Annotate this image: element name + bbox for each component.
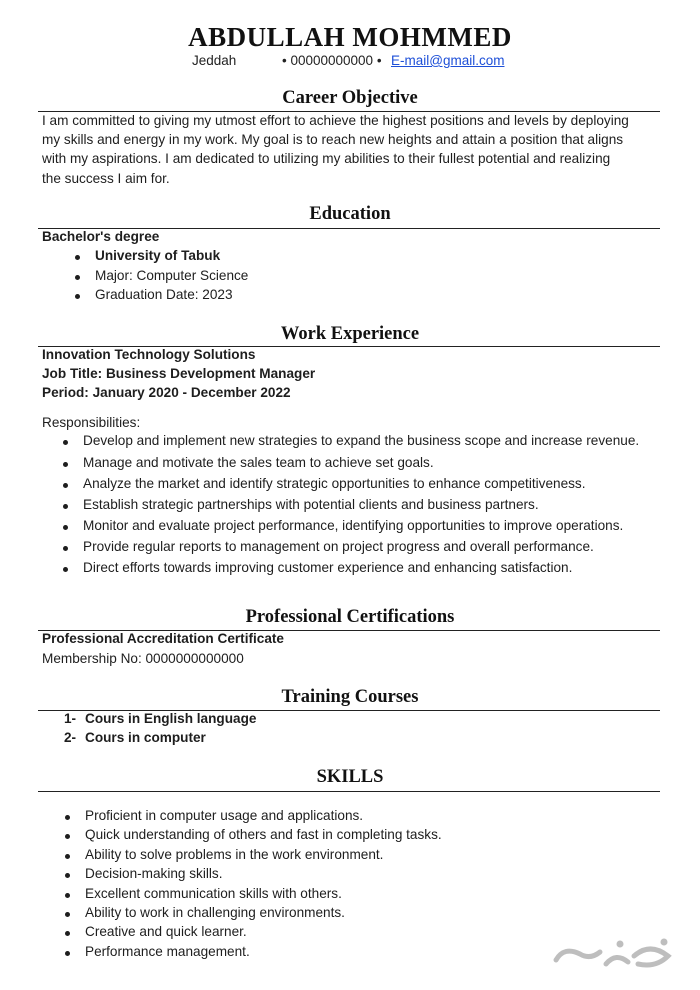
- responsibility-item: Direct efforts towards improving customer experience and enhancing satisfaction.: [83, 560, 572, 575]
- education-degree: Bachelor's degree: [42, 229, 160, 244]
- bullet-icon: [75, 255, 80, 260]
- education-item: Graduation Date: 2023: [95, 287, 233, 302]
- responsibility-item: Monitor and evaluate project performance, identifying opportunities to improve operations.: [83, 518, 623, 533]
- work-period: Period: January 2020 - December 2022: [42, 385, 291, 400]
- bullet-icon: [65, 951, 70, 956]
- bullet-icon: [63, 567, 68, 572]
- section-title-certifications: Professional Certifications: [245, 607, 455, 627]
- education-item: University of Tabuk: [95, 248, 220, 263]
- bullet-icon: [65, 815, 70, 820]
- certification-name: Professional Accreditation Certificate: [42, 631, 284, 646]
- training-item: Cours in English language: [85, 711, 257, 726]
- responsibility-item: Provide regular reports to management on project progress and overall performance.: [83, 539, 594, 554]
- responsibilities-label: Responsibilities:: [42, 415, 141, 430]
- work-company: Innovation Technology Solutions: [42, 347, 256, 362]
- bullet-icon: [75, 294, 80, 299]
- career-objective-text: [42, 111, 662, 188]
- bullet-icon: [63, 525, 68, 530]
- skill-item: Ability to solve problems in the work environment.: [85, 847, 383, 862]
- responsibility-item: Establish strategic partnerships with potential clients and business partners.: [83, 497, 539, 512]
- skill-item: Performance management.: [85, 944, 250, 959]
- training-item: Cours in computer: [85, 730, 206, 745]
- objective-line: my skills and energy in my work. My goal is to reach new heights and attain a position that aligns: [42, 132, 624, 148]
- skill-item: Ability to work in challenging environments.: [85, 905, 345, 920]
- bullet-icon: [65, 834, 70, 839]
- bullet-icon: [65, 931, 70, 936]
- objective-line: the success I aim for.: [42, 170, 170, 186]
- skill-item: Creative and quick learner.: [85, 924, 247, 939]
- section-divider: [38, 791, 660, 792]
- section-title-career-objective: Career Objective: [282, 88, 418, 108]
- bullet-icon: [63, 546, 68, 551]
- training-item-number: 2-: [64, 730, 77, 745]
- bullet-icon: [75, 275, 80, 280]
- bullet-icon: [63, 462, 68, 467]
- section-title-work-experience: Work Experience: [280, 324, 420, 344]
- contact-phone: • 00000000000 •: [282, 53, 382, 68]
- bullet-icon: [65, 912, 70, 917]
- responsibility-item: Analyze the market and identify strategic opportunities to enhance competitiveness.: [83, 476, 586, 491]
- responsibility-item: Manage and motivate the sales team to achieve set goals.: [83, 455, 434, 470]
- objective-line: with my aspirations. I am dedicated to utilizing my abilities to their fullest potential and realizing: [42, 151, 611, 167]
- skill-item: Proficient in computer usage and applications.: [85, 808, 363, 823]
- education-item: Major: Computer Science: [95, 268, 248, 283]
- skill-item: Excellent communication skills with others.: [85, 886, 342, 901]
- skill-item: Decision-making skills.: [85, 866, 222, 881]
- bullet-icon: [65, 854, 70, 859]
- skill-item: Quick understanding of others and fast in completing tasks.: [85, 827, 442, 842]
- certification-membership: Membership No: 0000000000000: [42, 651, 244, 666]
- training-item-number: 1-: [64, 711, 77, 726]
- contact-city: Jeddah: [192, 53, 237, 68]
- bullet-icon: [63, 440, 68, 445]
- work-job-title: Job Title: Business Development Manager: [42, 366, 316, 381]
- section-title-education: Education: [309, 204, 391, 224]
- responsibility-item: Develop and implement new strategies to expand the business scope and increase revenue.: [83, 433, 639, 448]
- section-title-training: Training Courses: [281, 687, 419, 707]
- objective-line: I am committed to giving my utmost effort to achieve the highest positions and levels by deploying: [42, 113, 629, 128]
- bullet-icon: [63, 504, 68, 509]
- section-title-skills: SKILLS: [316, 767, 384, 787]
- bullet-icon: [65, 893, 70, 898]
- contact-email-link[interactable]: E-mail@gmail.com: [391, 53, 505, 68]
- bullet-icon: [63, 483, 68, 488]
- bullet-icon: [65, 873, 70, 878]
- haraj-logo-icon: [546, 934, 686, 976]
- candidate-name: ABDULLAH MOHMMED: [188, 22, 512, 52]
